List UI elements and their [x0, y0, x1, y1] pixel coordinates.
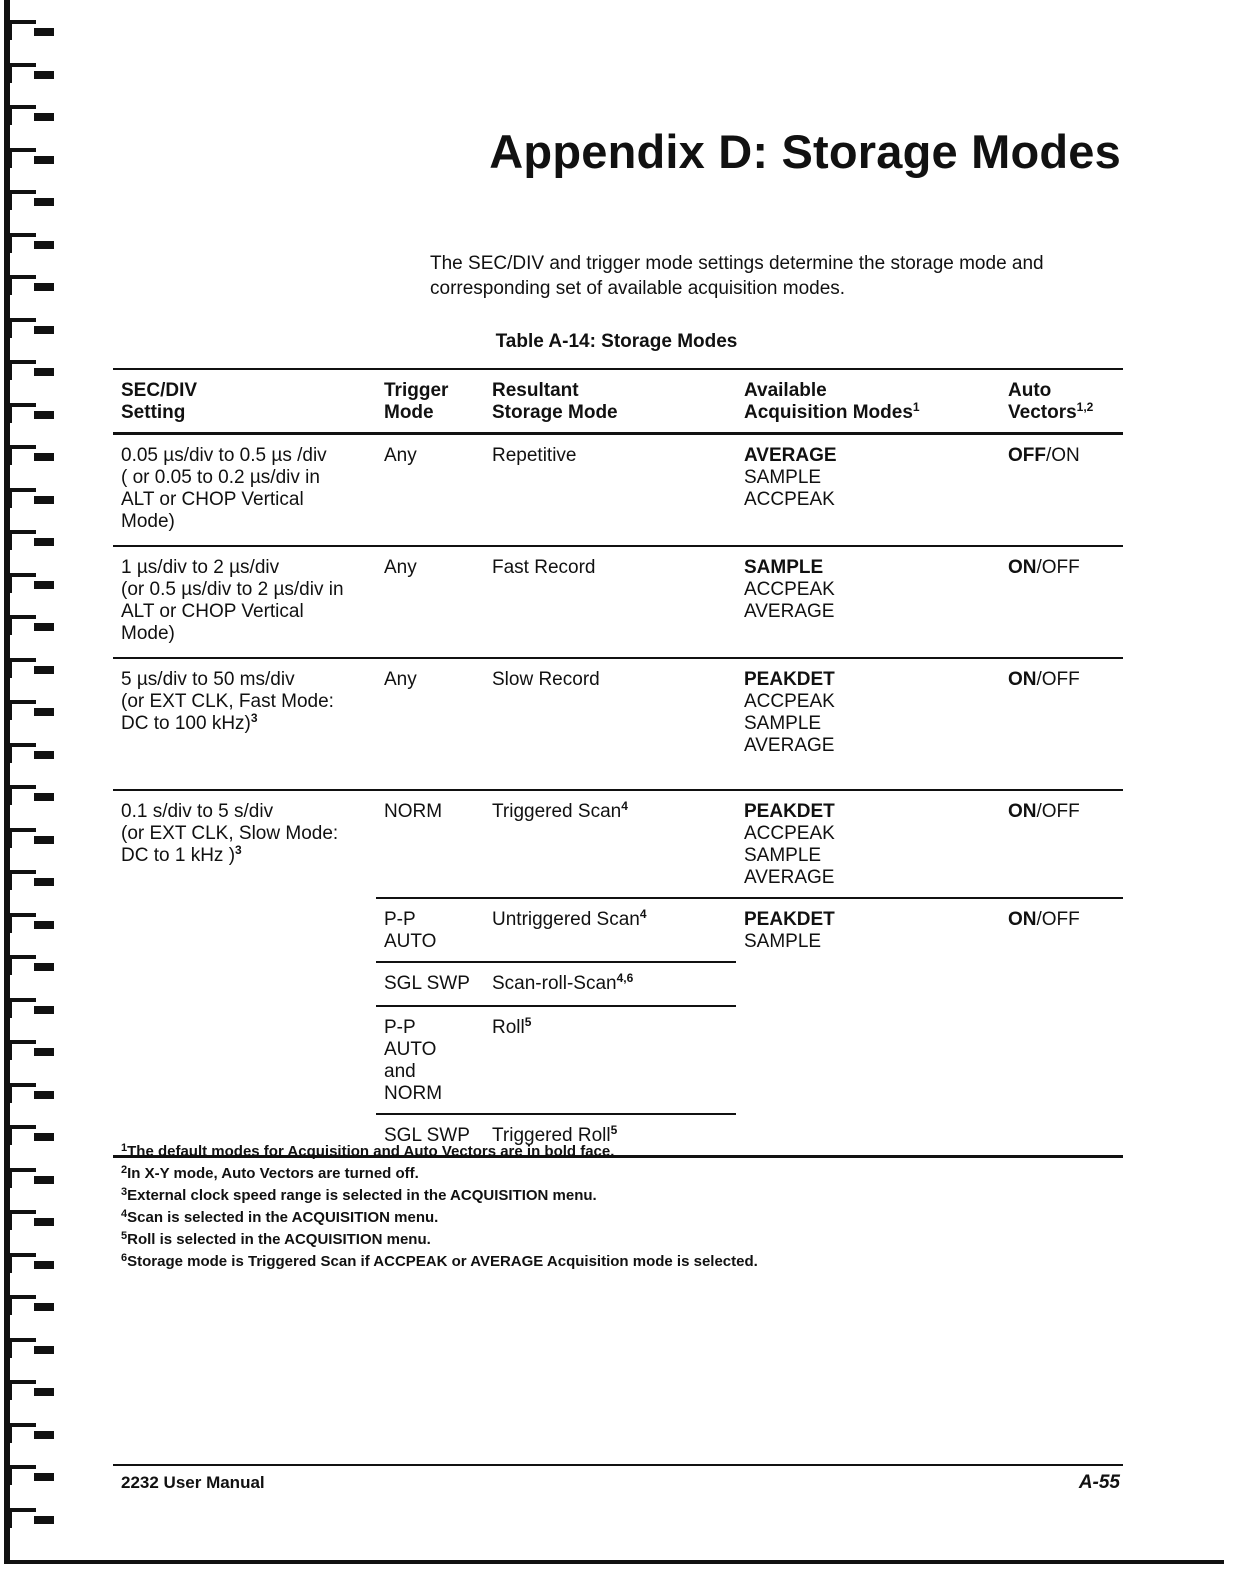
binding-tab [4, 190, 52, 210]
footnote: $^1$The default modes for Acquisition and Auto Vectors are in bold face. [121, 1142, 615, 1160]
storage-modes-table [113, 368, 1123, 1158]
footer-rule [113, 1464, 1123, 1466]
storage-cell: Triggered Scan$^4$ [492, 799, 628, 822]
storage-cell: Roll$^5$ [484, 1006, 736, 1114]
binding-tab [4, 1465, 52, 1485]
header-auto-vectors: Auto Vectors$^{1,2}$ [1008, 380, 1094, 423]
binding-tab [4, 1508, 52, 1528]
binding-tab [4, 1253, 52, 1273]
trigger-cell: P-P AUTO [376, 898, 484, 962]
header-available-acquisition-modes: Available Acquisition Modes$^1$ [744, 380, 920, 423]
binding-tab [4, 233, 52, 253]
storage-cell: Repetitive [492, 445, 577, 466]
binding-tab [4, 20, 52, 40]
binding-tab [4, 1338, 52, 1358]
binding-tab [4, 913, 52, 933]
binding-tab [4, 360, 52, 380]
intro-paragraph: The SEC/DIV and trigger mode settings determine the storage mode and corresponding set of available acquisition modes. [430, 253, 1044, 299]
binding-tab [4, 1168, 52, 1188]
footnotes [121, 1141, 1021, 1273]
binding-tab [4, 403, 52, 423]
binding-tab [4, 1125, 52, 1145]
header-resultant-storage-mode: Resultant Storage Mode [492, 380, 618, 423]
footnote: $^4$Scan is selected in the ACQUISITION menu. [121, 1208, 439, 1226]
table-row [113, 790, 1123, 898]
footnote: $^2$In X-Y mode, Auto Vectors are turned off. [121, 1164, 419, 1182]
binding-tab [4, 615, 52, 635]
footnote: $^5$Roll is selected in the ACQUISITION menu. [121, 1230, 431, 1248]
table-caption-text: Table A-14: Storage Modes [495, 331, 738, 352]
table-header-row [113, 369, 1123, 434]
storage-cell: Scan-roll-Scan$^{4,6}$ [484, 962, 736, 1006]
storage-cell: Fast Record [492, 557, 596, 578]
header-sec-div-setting: SEC/DIV Setting [121, 380, 198, 423]
trigger-cell: NORM [384, 801, 443, 822]
trigger-cell: Any [384, 445, 417, 466]
binding-tab [4, 530, 52, 550]
page-bottom-edge [4, 1560, 1224, 1564]
binding-tab [4, 1210, 52, 1230]
footer-manual-title: 2232 User Manual [121, 1473, 265, 1492]
binding-tab [4, 1295, 52, 1315]
trigger-cell: Any [384, 557, 417, 578]
binding-tab [4, 955, 52, 975]
binding-tab [4, 658, 52, 678]
binding-tab [4, 1380, 52, 1400]
trigger-cell: SGL SWP [376, 1114, 484, 1157]
storage-cell: Untriggered Scan$^4$ [484, 898, 736, 962]
header-trigger-mode: Trigger Mode [384, 380, 449, 423]
binding-tab [4, 573, 52, 593]
binding-tab [4, 870, 52, 890]
table-caption [0, 331, 1233, 353]
footnote: $^3$External clock speed range is selected in the ACQUISITION menu. [121, 1186, 597, 1204]
binding-tab [4, 743, 52, 763]
page-title: Appendix D: Storage Modes [489, 125, 1121, 178]
binding-tab [4, 1040, 52, 1060]
binding-tab [4, 998, 52, 1018]
trigger-cell: SGL SWP [376, 962, 484, 1006]
table-row [113, 434, 1123, 547]
spiral-binding [0, 0, 60, 1587]
vectors-cell: ON/OFF [1008, 801, 1080, 822]
setting-cell: 0.05 µs/div to 0.5 µs /div ( or 0.05 to 0.2 µs/div in ALT or CHOP Vertical Mode) [121, 445, 327, 532]
table-row [113, 546, 1123, 658]
binding-tab [4, 488, 52, 508]
vectors-cell: ON/OFF [1000, 898, 1123, 1157]
storage-cell: Triggered Roll$^5$ [484, 1114, 736, 1157]
binding-tab [4, 828, 52, 848]
acquisition-cell: SAMPLE ACCPEAK AVERAGE [744, 557, 835, 622]
binding-tab [4, 105, 52, 125]
vectors-cell: OFF/ON [1008, 445, 1080, 466]
setting-cell: 0.1 s/div to 5 s/div (or EXT CLK, Slow Mode: DC to 1 kHz )$^3$ [121, 801, 339, 866]
setting-cell: 5 µs/div to 50 ms/div (or EXT CLK, Fast Mode: DC to 100 kHz)$^3$ [121, 669, 334, 734]
binding-tab [4, 700, 52, 720]
binding-tab [4, 275, 52, 295]
binding-tab [4, 445, 52, 465]
acquisition-cell: PEAKDET ACCPEAK SAMPLE AVERAGE [744, 801, 835, 888]
table-row [113, 658, 1123, 790]
acquisition-cell: AVERAGE SAMPLE ACCPEAK [744, 445, 837, 510]
acquisition-cell: PEAKDET ACCPEAK SAMPLE AVERAGE [744, 669, 835, 756]
binding-tab [4, 1083, 52, 1103]
page-number: A-55 [1078, 1472, 1120, 1493]
footnote: $^6$Storage mode is Triggered Scan if ACCPEAK or AVERAGE Acquisition mode is selected. [121, 1252, 758, 1270]
acquisition-cell: PEAKDET SAMPLE [736, 898, 1000, 1157]
vectors-cell: ON/OFF [1008, 557, 1080, 578]
trigger-cell: Any [384, 669, 417, 690]
setting-cell: 1 µs/div to 2 µs/div (or 0.5 µs/div to 2 µs/div in ALT or CHOP Vertical Mode) [121, 557, 344, 644]
binding-tab [4, 63, 52, 83]
binding-tab [4, 785, 52, 805]
vectors-cell: ON/OFF [1008, 669, 1080, 690]
storage-cell: Slow Record [492, 669, 600, 690]
binding-tab [4, 1423, 52, 1443]
trigger-cell: P-P AUTO and NORM [376, 1006, 484, 1114]
